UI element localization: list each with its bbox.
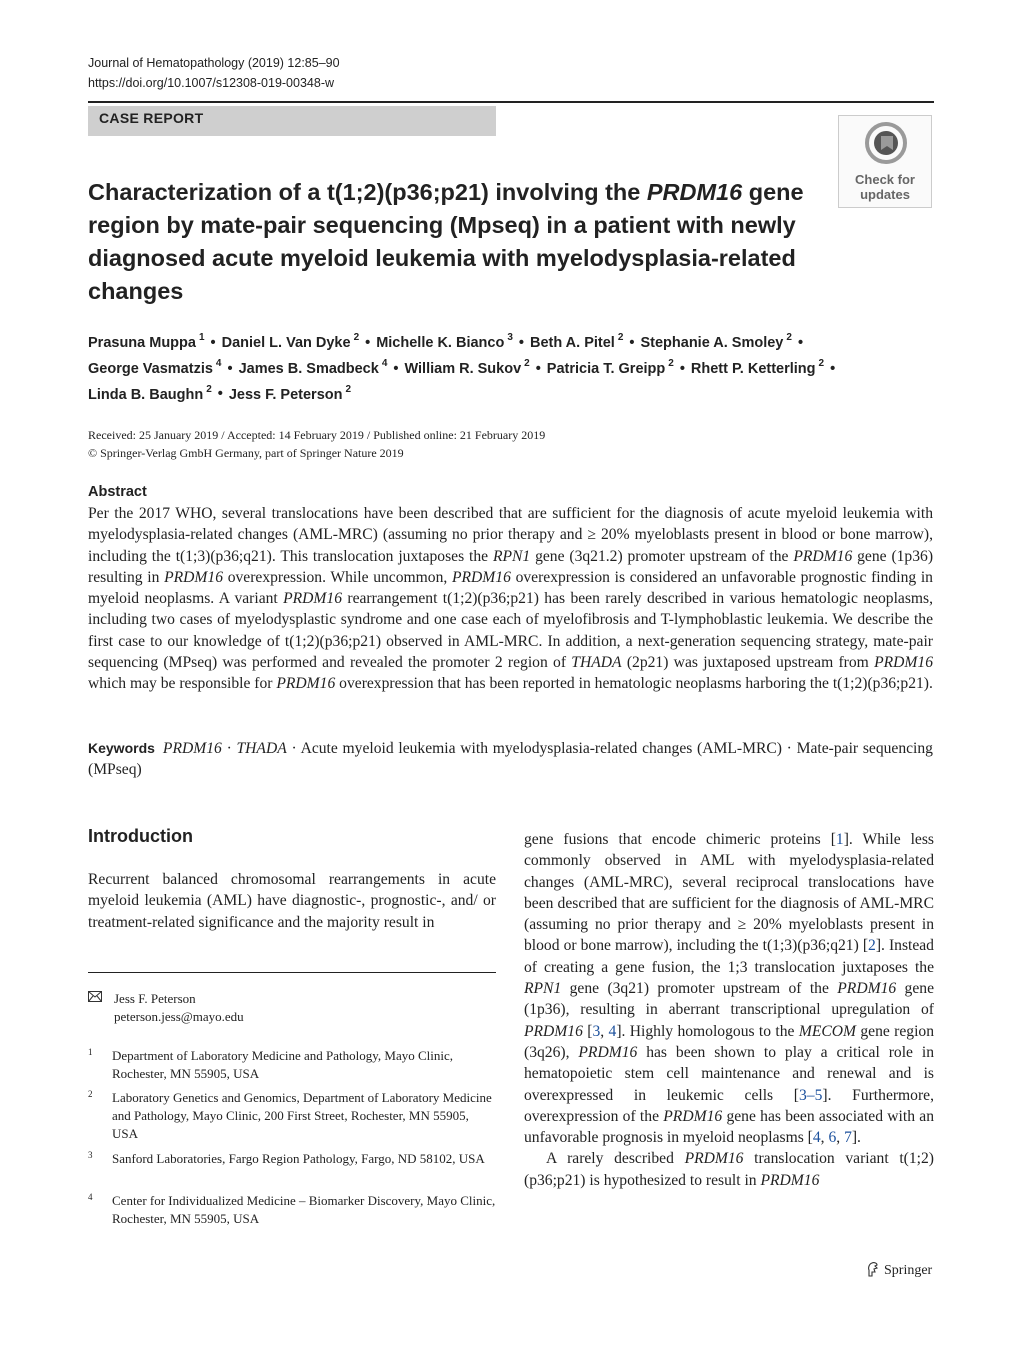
dates-line: Received: 25 January 2019 / Accepted: 14 February 2019 / Published online: 21 February 2019 <box>88 428 546 442</box>
author-separator: • <box>365 334 371 351</box>
introduction-right-column <box>524 829 934 1191</box>
author-name[interactable]: James B. Smadbeck <box>238 360 379 377</box>
keyword-thada: THADA <box>236 740 287 757</box>
author-separator: • <box>393 360 399 377</box>
author-name[interactable]: Prasuna Muppa <box>88 334 196 351</box>
abstract-heading: Abstract <box>88 484 147 500</box>
correspondence-name: Jess F. Peterson <box>114 991 196 1006</box>
author-name[interactable]: George Vasmatzis <box>88 360 213 377</box>
citation-link[interactable]: 3–5 <box>798 1086 823 1104</box>
footnote-rule <box>88 972 496 973</box>
citation-link[interactable]: 4 <box>608 1022 617 1040</box>
author-name[interactable]: Beth A. Pitel <box>529 334 615 351</box>
author-affiliation-number: 2 <box>345 383 352 395</box>
author-affiliation-number: 4 <box>215 357 222 369</box>
author-affiliation-number: 2 <box>668 357 674 369</box>
author-name[interactable]: Jess F. Peterson <box>228 386 343 403</box>
envelope-icon <box>88 991 102 1002</box>
check-for-updates-badge[interactable] <box>838 115 932 208</box>
journal-info <box>88 53 340 93</box>
author-separator: • <box>797 334 804 351</box>
author-affiliation-number: 3 <box>507 332 513 343</box>
paragraph-2: A rarely described PRDM16 translocation variant t(1;2)(p36;p21) is hypothesized to result in PRDM16 <box>524 1150 934 1189</box>
doi-link[interactable]: https://doi.org/10.1007/s12308-019-00348-w <box>88 76 335 90</box>
publication-dates <box>88 426 545 462</box>
author-name[interactable]: Rhett P. Ketterling <box>690 360 816 377</box>
citation-link[interactable]: 7 <box>844 1129 852 1147</box>
header-rule <box>88 101 934 103</box>
article-type-label: CASE REPORT <box>99 110 204 126</box>
correspondence-email[interactable]: peterson.jess@mayo.edu <box>114 1009 244 1024</box>
title-gene: PRDM16 <box>646 179 743 205</box>
author-affiliation-number: 2 <box>524 357 530 369</box>
author-separator: • <box>679 360 685 377</box>
check-updates-icon <box>865 122 907 164</box>
citation-link[interactable]: 1 <box>835 831 844 848</box>
author-separator: • <box>210 334 216 351</box>
author-separator: • <box>535 360 541 377</box>
author-separator: • <box>227 360 233 377</box>
keyword-prdm16: PRDM16 <box>162 740 222 757</box>
check-updates-line1: Check for <box>855 172 915 187</box>
citation-link[interactable]: 6 <box>828 1129 837 1147</box>
abstract-body: Per the 2017 WHO, several translocations have been described that are sufficient for the diagnosis of acute myeloid leukemia with myelodysplasia-related changes (AML-MRC) (assuming no prior therapy and ≥ 20% myeloblasts present in blood or bone marrow), including the t(1;3)(p36;q21). This translocation juxtaposes the RPN1 gene (3q21.2) promoter upstream of the PRDM16 gene (1p36) resulting in PRDM16 overexpression. While uncommon, PRDM16 overexpression is considered an unfavorable prognostic finding in myeloid neoplasms. A variant PRDM16 rearrangement t(1;2)(p36;p21) has been rarely described in various hematologic neoplasms, including two cases of myelodysplastic syndrome and one case each of myelofibrosis and T-lymphoblastic leukemia. We describe the first case to our knowledge of t(1;2)(p36;p21) observed in AML-MRC. In addition, a next-generation sequencing strategy, mate-pair sequencing (MPseq) was performed and revealed the promoter 2 region of THADA (2p21) was juxtaposed upstream from PRDM16 which may be responsible for PRDM16 overexpression that has been reported in hematologic neoplasms harboring the t(1;2)(p36;p21). <box>88 505 934 693</box>
author-separator: • <box>217 386 223 403</box>
paragraph-1: gene fusions that encode chimeric proteins [1]. While less commonly observed in AML with myelodysplasia-related changes (AML-MRC), several reciprocal translocations have been described that are sufficient for the diagnosis of AML-MRC (assuming no prior therapy and ≥ 20% myeloblasts present in blood or bone marrow), including the t(1;3)(p36;q21) [2]. Instead of creating a gene fusion, the 1;3 translocation juxtaposes the RPN1 gene (3q21) promoter upstream of the PRDM16 gene (1p36), resulting in aberrant transcriptional upregulation of PRDM16 [3, 4]. Highly homologous to the MECOM gene region (3q26), PRDM16 has been shown to play a critical role in hematopoietic stem cell maintenance and renewal and is overexpressed in leukemic cells [3–5]. Furthermore, overexpression of the PRDM16 gene has been associated with an unfavorable prognosis in myeloid neoplasms [4, 6, 7]. <box>524 831 934 1147</box>
citation-link[interactable]: 4 <box>812 1129 821 1147</box>
author-affiliation-number: 1 <box>198 332 205 343</box>
introduction-heading: Introduction <box>88 826 193 846</box>
keywords-rest: Acute myeloid leukemia with myelodysplasia-related changes (AML-MRC) · Mate-pair sequencing (MPseq) <box>88 740 933 779</box>
article-title <box>88 176 808 308</box>
check-updates-line2: updates <box>860 187 910 202</box>
citation-link[interactable]: 3 <box>592 1022 601 1040</box>
author-separator: • <box>629 334 635 351</box>
author-list <box>88 328 938 405</box>
keywords-label: Keywords <box>88 740 155 756</box>
author-name[interactable]: Stephanie A. Smoley <box>640 334 784 351</box>
introduction-text: Recurrent balanced chromosomal rearrangements in acute myeloid leukemia (AML) have diagnostic-, prognostic-, and/ or treatment-related significance and the majority result in <box>88 871 496 931</box>
author-affiliation-number: 2 <box>353 332 360 343</box>
copyright-line: © Springer-Verlag GmbH Germany, part of Springer Nature 2019 <box>88 446 404 460</box>
title-part1: Characterization of a t(1;2)(p36;p21) involving the <box>88 179 647 205</box>
publisher-name: Springer <box>884 1263 933 1278</box>
author-affiliation-number: 2 <box>786 332 792 343</box>
author-name[interactable]: Michelle K. Bianco <box>376 334 505 351</box>
author-affiliation-number: 2 <box>818 357 825 369</box>
author-affiliation-number: 2 <box>206 383 212 395</box>
author-name[interactable]: Patricia T. Greipp <box>546 360 666 377</box>
title-part2: gene region by mate-pair sequencing (Mpseq) in a patient with newly diagnosed acute myeloid leukemia with myelodysplasia-related changes <box>88 179 804 304</box>
publisher-logo <box>866 1261 932 1279</box>
springer-horse-icon <box>866 1261 880 1277</box>
citation-link[interactable]: 2 <box>868 937 876 955</box>
author-separator: • <box>830 360 836 377</box>
journal-citation: Journal of Hematopathology (2019) 12:85–90 <box>88 56 340 70</box>
author-name[interactable]: Linda B. Baughn <box>88 386 204 403</box>
author-name[interactable]: William R. Sukov <box>404 360 522 377</box>
author-separator: • <box>518 334 524 351</box>
author-name[interactable]: Daniel L. Van Dyke <box>221 334 351 351</box>
keywords: Keywords PRDM16 · THADA · Acute myeloid leukemia with myelodysplasia-related changes (AML-MRC) · Mate-pair sequencing (MPseq) <box>88 740 933 779</box>
author-affiliation-number: 4 <box>381 357 388 369</box>
author-affiliation-number: 2 <box>617 332 624 343</box>
